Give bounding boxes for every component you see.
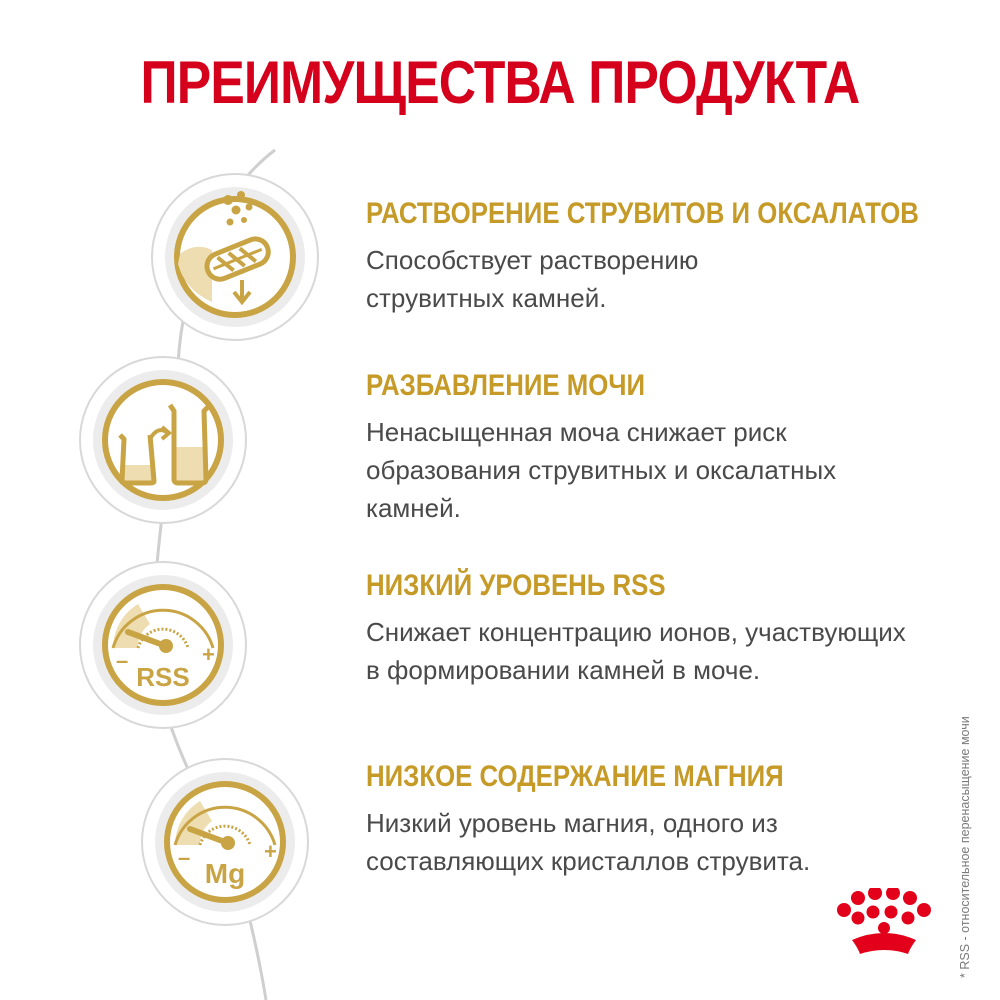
feature-struvite-dissolution: [366, 195, 946, 317]
svg-text:+: +: [202, 642, 215, 667]
magnesium-gauge-icon: [140, 757, 310, 927]
feature-description: Способствует растворению струвитных камней.: [366, 245, 699, 313]
rss-gauge-label: RSS: [136, 662, 190, 692]
feature-urine-dilution: [366, 367, 946, 527]
crystal-dissolve-icon: [150, 172, 320, 342]
rss-footnote: * RSS - относительное перенасыщение мочи: [958, 716, 972, 978]
rss-gauge-icon: [78, 560, 248, 730]
svg-text:–: –: [116, 648, 129, 673]
feature-low-rss: [366, 567, 946, 689]
feature-description: Ненасыщенная моча снижает риск образования струвитных и оксалатных камней.: [366, 417, 837, 523]
feature-heading: НИЗКОЕ СОДЕРЖАНИЕ МАГНИЯ: [366, 760, 784, 793]
royal-canin-crown-logo: [832, 888, 942, 968]
feature-description: Низкий уровень магния, одного из составляющих кристаллов струвита.: [366, 808, 811, 876]
svg-text:+: +: [264, 839, 277, 864]
feature-low-magnesium: [366, 758, 946, 880]
feature-heading: РАСТВОРЕНИЕ СТРУВИТОВ И ОКСАЛАТОВ: [366, 197, 919, 230]
urine-dilution-beakers-icon: [78, 355, 248, 525]
mg-gauge-label: Mg: [204, 858, 246, 889]
feature-heading: НИЗКИЙ УРОВЕНЬ RSS: [366, 569, 666, 602]
feature-heading: РАЗБАВЛЕНИЕ МОЧИ: [366, 369, 646, 402]
feature-description: Снижает концентрацию ионов, участвующих в формировании камней в моче.: [366, 617, 906, 685]
svg-text:–: –: [178, 845, 191, 870]
page-title: ПРЕИМУЩЕСТВА ПРОДУКТА: [140, 49, 860, 116]
